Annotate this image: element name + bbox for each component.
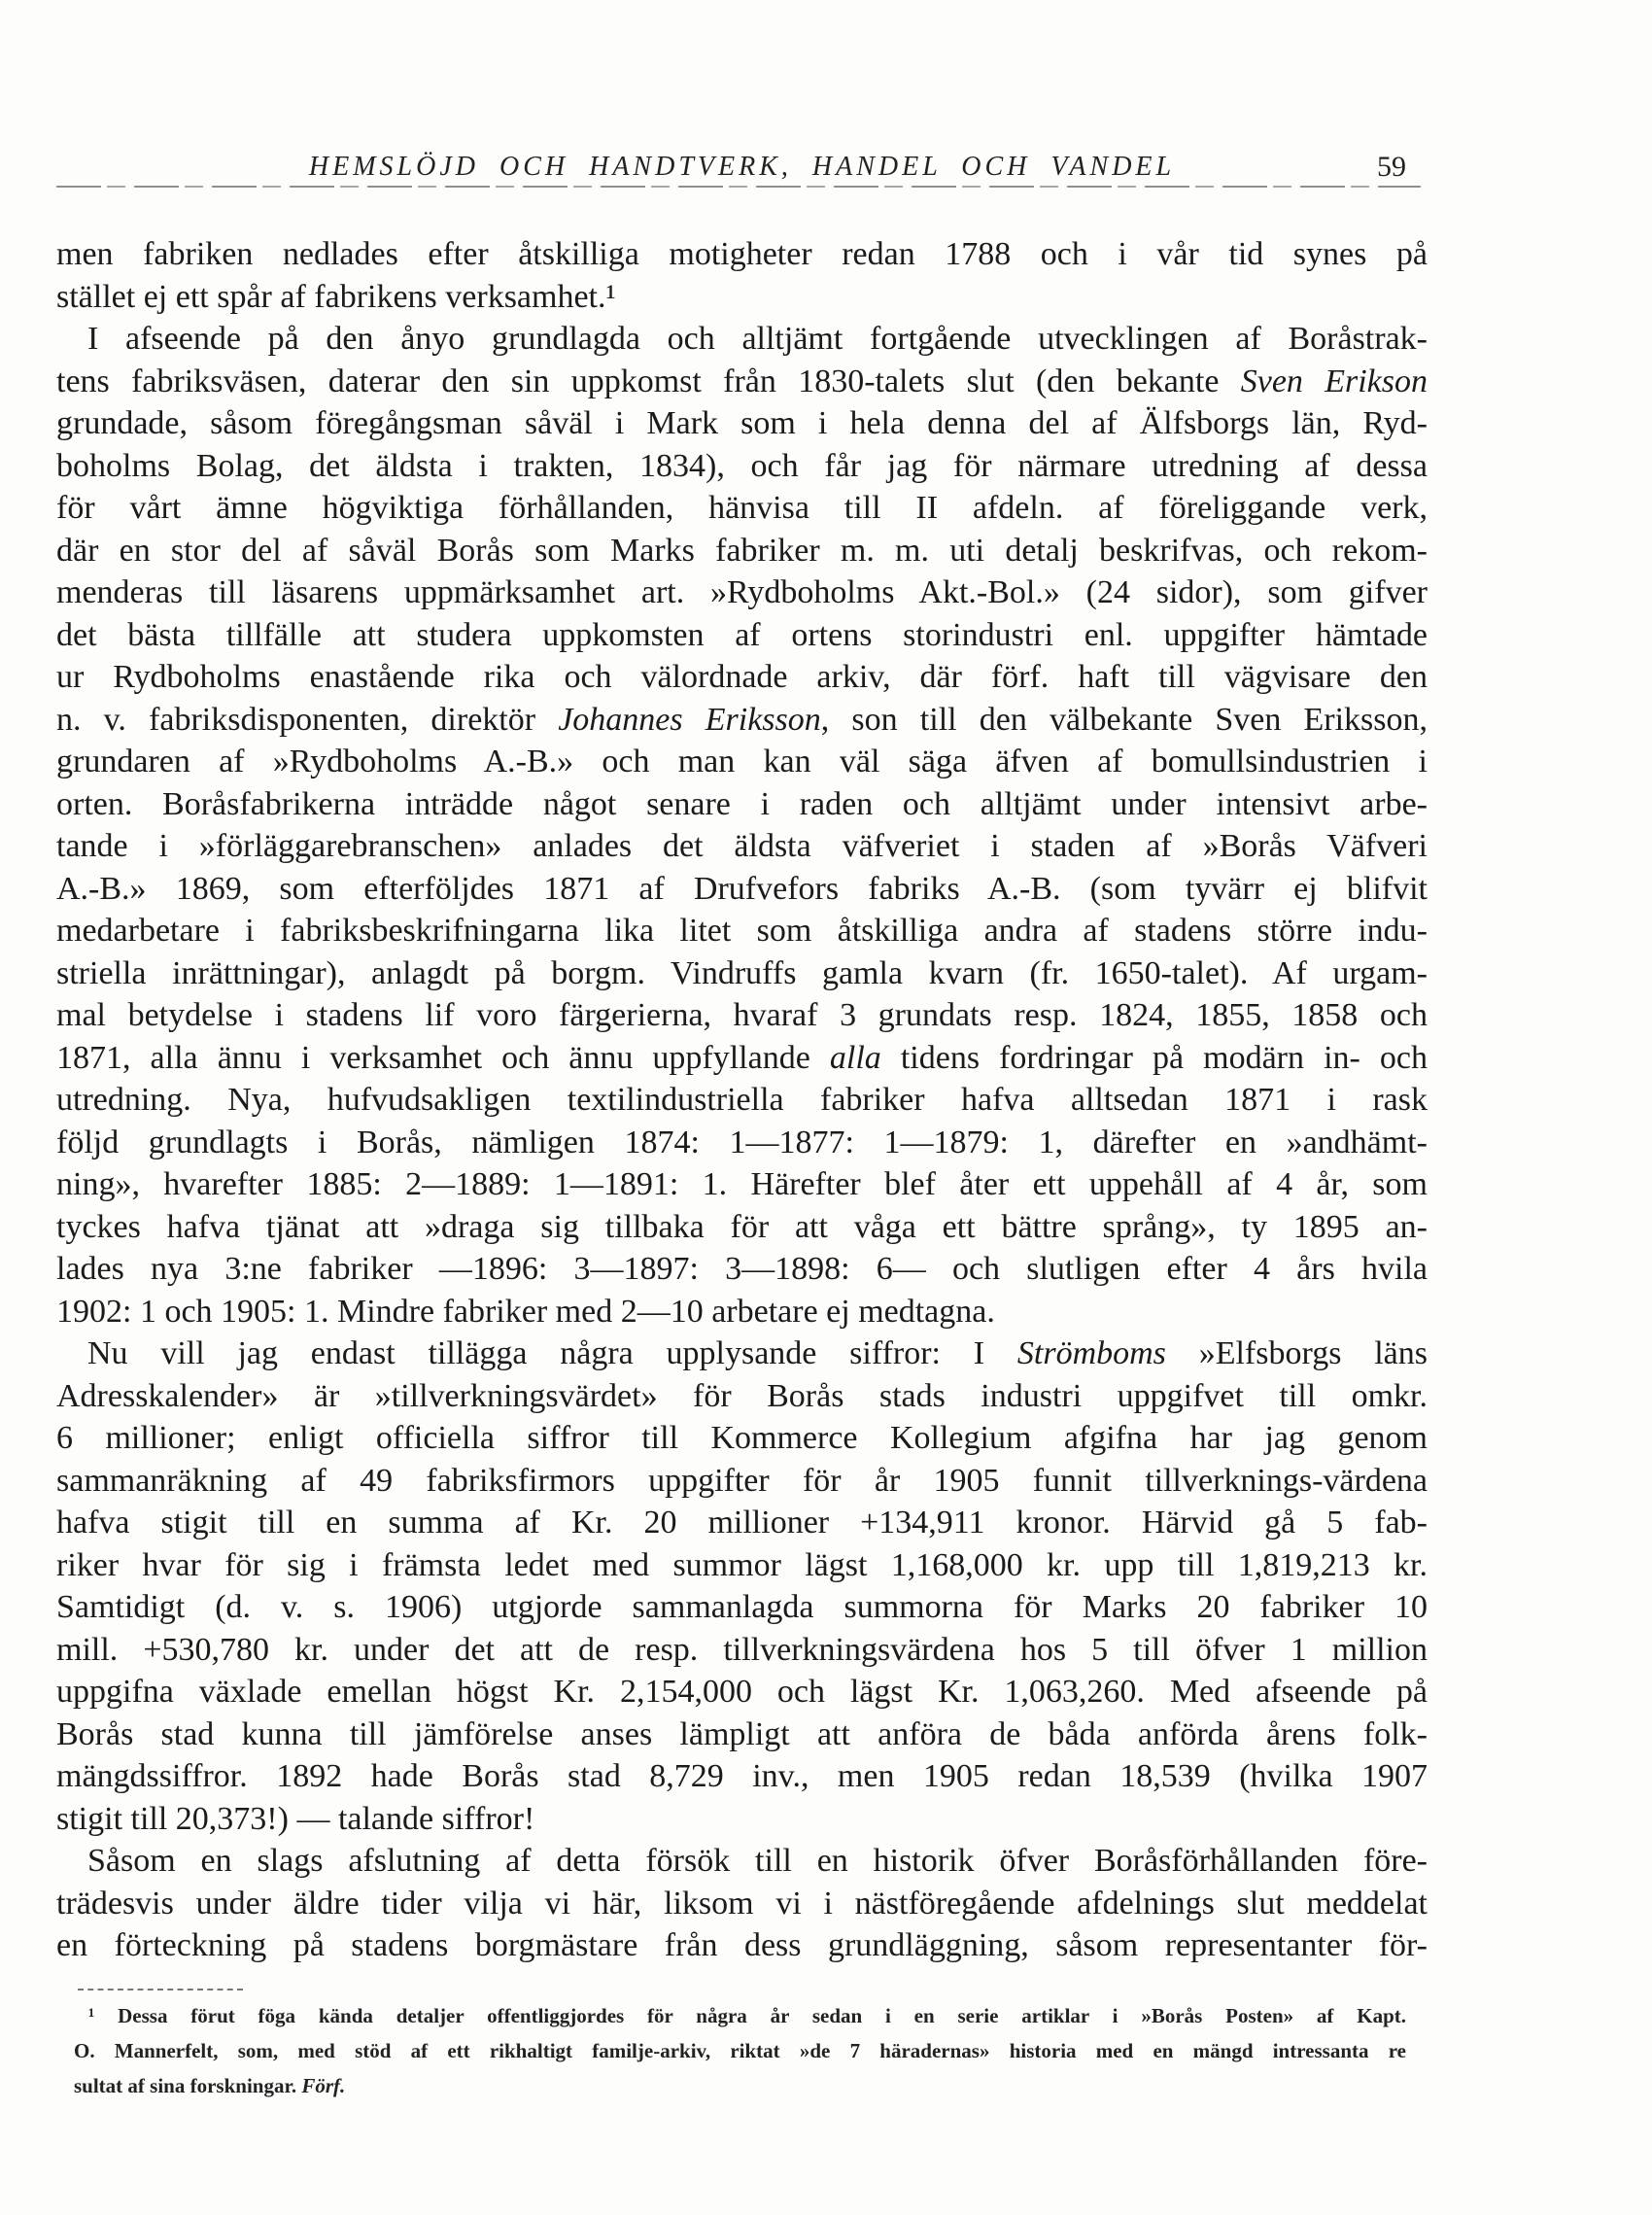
text-run: utredning. Nya, hufvudsakligen textilindustriella fabriker hafva alltsedan 1871 i rask [56, 1082, 1428, 1118]
italic-text-run: Förf. [301, 2074, 346, 2097]
footnote-rule [78, 1989, 243, 1990]
text-line [56, 1544, 1428, 1587]
text-run: lades nya 3:ne fabriker —1896: 3—1897: 3—1898: 6— och slutligen efter 4 års hvila [56, 1251, 1428, 1287]
text-line [56, 1629, 1428, 1672]
paragraph [56, 1840, 1428, 1967]
text-run: ¹ Dessa förut föga kända detaljer offentliggjordes för några år sedan i en serie artiklar i »Borås Posten» af Kapt. [88, 2004, 1406, 2027]
text-run: n. v. fabriksdisponenten, direktör [56, 701, 559, 738]
text-run: uppgifna växlade emellan högst Kr. 2,154,000 och lägst Kr. 1,063,260. Med afseende på [56, 1674, 1428, 1710]
text-run: 1902: 1 och 1905: 1. Mindre fabriker med 2—10 arbetare ej medtagna. [56, 1293, 995, 1330]
text-run: Samtidigt (d. v. s. 1906) utgjorde sammanlagda summorna för Marks 20 fabriker 10 [56, 1589, 1428, 1625]
text-line [56, 952, 1428, 995]
text-line [56, 825, 1428, 868]
italic-text-run: alla [829, 1039, 881, 1076]
text-run: tyckes hafva tjänat att »draga sig tillbaka för att våga ett bättre språng», ty 1895 an- [56, 1208, 1428, 1245]
text-run: , son till den välbekante Sven Eriksson, [820, 701, 1428, 738]
text-run: mill. +530,780 kr. under det att de resp. tillverkningsvärdena hos 5 till öfver 1 million [56, 1631, 1428, 1668]
text-run: grundaren af »Rydboholms A.-B.» och man kan väl säga äfven af bomullsindustrien i [56, 744, 1428, 779]
text-run: I afseende på den ånyo grundlagda och alltjämt fortgående utvecklingen af Boråstrak- [87, 321, 1428, 357]
footnote-line [74, 2033, 1406, 2068]
text-run: följd grundlagts i Borås, nämligen 1874: 1—1877: 1—1879: 1, därefter en »andhämt- [56, 1124, 1428, 1160]
text-line [56, 1883, 1428, 1925]
text-run: O. Mannerfelt, som, med stöd af ett rikhaltigt familje-arkiv, riktat »de 7 häradernas» historia med en mängd intressanta re [74, 2039, 1406, 2062]
text-line [56, 1417, 1428, 1460]
text-run: en förteckning på stadens borgmästare från dess grundläggning, såsom representanter för- [56, 1927, 1428, 1963]
footnote-line [74, 2068, 1406, 2103]
text-run: riker hvar för sig i främsta ledet med summor lägst 1,168,000 kr. upp till 1,819,213 kr. [56, 1546, 1428, 1583]
text-run: mängdssiffror. 1892 hade Borås stad 8,729 inv., men 1905 redan 18,539 (hvilka 1907 [56, 1758, 1428, 1794]
text-line [56, 656, 1428, 699]
paragraph [56, 1332, 1428, 1840]
footnote [74, 1998, 1406, 2103]
text-run: menderas till läsarens uppmärksamhet art. »Rydboholms Akt.-Bol.» (24 sidor), som gifver [56, 574, 1428, 610]
text-line [56, 361, 1428, 403]
text-line [56, 1037, 1428, 1080]
paragraph [56, 318, 1428, 1332]
text-line [56, 1586, 1428, 1629]
body-text [56, 233, 1428, 1967]
text-run: men fabriken nedlades efter åtskilliga motigheter redan 1788 och i vår tid synes på [56, 236, 1428, 272]
text-run: grundade, såsom föregångsman såväl i Mark som i hela denna del af Älfsborgs län, Ryd- [56, 405, 1428, 441]
text-line [56, 445, 1428, 488]
text-line [56, 1163, 1428, 1206]
text-line [56, 1206, 1428, 1249]
text-run: orten. Boråsfabrikerna inträdde något senare i raden och alltjämt under intensivt arbe- [56, 785, 1428, 822]
italic-text-run: Strömboms [1016, 1335, 1166, 1371]
text-line [56, 1713, 1428, 1756]
text-line [56, 233, 1428, 276]
text-line [56, 783, 1428, 826]
text-line [56, 1291, 1428, 1333]
text-line [56, 868, 1428, 911]
text-line [56, 741, 1428, 783]
text-line [56, 1332, 1428, 1375]
italic-text-run: Sven Erikson [1240, 363, 1428, 399]
text-line [56, 910, 1428, 952]
text-run: boholms Bolag, det äldsta i trakten, 1834), och får jag för närmare utredning af dessa [56, 447, 1428, 484]
text-run: där en stor del af såväl Borås som Marks fabriker m. m. uti detalj beskrifvas, och rekom- [56, 532, 1428, 569]
text-line [56, 487, 1428, 530]
text-run: Adresskalender» är »tillverkningsvärdet» för Borås stads industri uppgifvet till omkr. [56, 1377, 1428, 1414]
text-line [56, 318, 1428, 361]
text-run: mal betydelse i stadens lif voro färgerierna, hvaraf 3 grundats resp. 1824, 1855, 1858 och [56, 997, 1428, 1033]
text-line [56, 1460, 1428, 1503]
text-run: sammanräkning af 49 fabriksfirmors uppgifter för år 1905 funnit tillverknings-värdena [56, 1462, 1428, 1499]
text-line [56, 571, 1428, 614]
footnote-line [74, 1998, 1406, 2033]
text-run: ur Rydboholms enastående rika och välordnade arkiv, där förf. haft till vägvisare den [56, 659, 1428, 695]
text-line [56, 1798, 1428, 1841]
text-run: hafva stigit till en summa af Kr. 20 millioner +134,911 kronor. Härvid gå 5 fab- [56, 1505, 1428, 1540]
text-line [56, 402, 1428, 445]
text-line [56, 1079, 1428, 1122]
text-line [56, 1248, 1428, 1291]
text-run: stället ej ett spår af fabrikens verksamhet.¹ [56, 278, 616, 315]
text-run: Borås stad kunna till jämförelse anses lämpligt att anföra de båda anförda årens folk- [56, 1715, 1428, 1752]
text-run: striella inrättningar), anlagdt på borgm. Vindruffs gamla kvarn (fr. 1650-talet). Af urgam- [56, 954, 1428, 991]
text-line [56, 1755, 1428, 1798]
text-line [56, 699, 1428, 742]
text-line [56, 1375, 1428, 1418]
text-line [56, 276, 1428, 319]
text-line [56, 1924, 1428, 1967]
text-run: tande i »förläggarebranschen» anlades det äldsta väfveriet i staden af »Borås Väfveri [56, 828, 1428, 864]
text-line [56, 994, 1428, 1037]
running-header [56, 148, 1428, 187]
text-run: »Elfsborgs läns [1165, 1335, 1428, 1371]
text-run: sultat af sina forskningar. [74, 2074, 302, 2097]
text-run: Såsom en slags afslutning af detta försök till en historik öfver Boråsförhållanden före- [87, 1843, 1428, 1879]
header-rule [56, 186, 1421, 188]
text-line [56, 530, 1428, 572]
italic-text-run: Johannes Eriksson [558, 701, 821, 738]
paragraph [56, 233, 1428, 318]
running-title: HEMSLÖJD OCH HANDTVERK, HANDEL OCH VANDEL [308, 152, 1176, 182]
text-line [56, 1502, 1428, 1544]
text-run: för vårt ämne högviktiga förhållanden, hänvisa till II afdeln. af föreliggande verk, [56, 490, 1428, 526]
text-line [56, 1671, 1428, 1713]
text-line [56, 1122, 1428, 1164]
text-run: Nu vill jag endast tillägga några upplysande siffror: I [87, 1335, 1017, 1371]
text-line [56, 1840, 1428, 1883]
text-run: ning», hvarefter 1885: 2—1889: 1—1891: 1. Härefter blef åter ett uppehåll af 4 år, som [56, 1166, 1428, 1202]
text-run: A.-B.» 1869, som efterföljdes 1871 af Drufvefors fabriks A.-B. (som tyvärr ej blifvit [56, 870, 1428, 907]
text-run: tens fabriksväsen, daterar den sin uppkomst från 1830-talets slut (den bekante [56, 363, 1241, 399]
text-run: stigit till 20,373!) — talande siffror! [56, 1800, 535, 1837]
text-run: det bästa tillfälle att studera uppkomsten af ortens storindustri enl. uppgifter hämtade [56, 616, 1428, 653]
page-number: 59 [1377, 151, 1406, 183]
text-run: tidens fordringar på modärn in- och [880, 1039, 1428, 1076]
text-run: trädesvis under äldre tider vilja vi här, liksom vi i nästföregående afdelnings slut meddelat [56, 1885, 1428, 1921]
text-line [56, 614, 1428, 657]
text-run: 6 millioner; enligt officiella siffror till Kommerce Kollegium afgifna har jag genom [56, 1420, 1428, 1456]
text-run: 1871, alla ännu i verksamhet och ännu uppfyllande [56, 1039, 830, 1076]
text-run: medarbetare i fabriksbeskrifningarna lika litet som åtskilliga andra af stadens större indu- [56, 913, 1428, 949]
